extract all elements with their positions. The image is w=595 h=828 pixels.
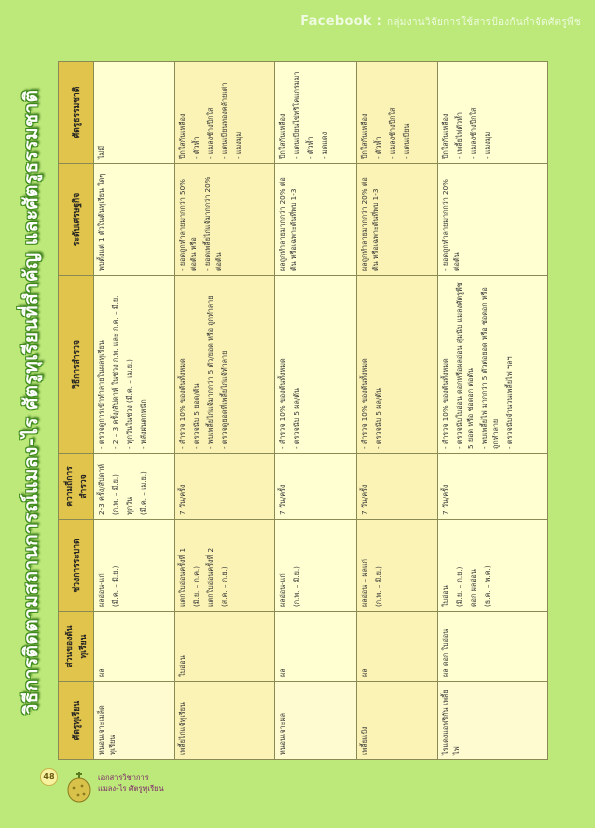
text-line: - แมลงช้างปีกใส <box>206 107 216 159</box>
text-line: ปีกใสก้นเหลือง <box>278 113 288 159</box>
cell-period <box>438 520 548 612</box>
text-line: ผลถูกทำลายมากกว่า 20% ต่อต้น หรือเฉพาะต้นที่พบ 1-3 <box>278 177 299 271</box>
cell-natural-enemies <box>94 62 175 164</box>
cell-economic-level <box>94 164 175 276</box>
cell-frequency <box>438 454 548 520</box>
text-line: - ตรวจนับจำนวนเพลี้ยไฟ ฯลฯ <box>505 356 515 449</box>
text-line: - แมงมุม <box>483 131 493 159</box>
text-line: 2-3 ครั้ง/สัปดาห์ <box>97 463 106 515</box>
text-line: - มดแดง <box>320 131 330 159</box>
text-line: ดอก ผลอ่อน <box>469 569 479 607</box>
cell-part: ใบอ่อน <box>175 612 275 682</box>
header-title: Facebook : <box>300 14 387 29</box>
cell-pest: เพลี้ยไก่แจ้ทุเรียน <box>175 682 275 760</box>
text-line: แตกใบอ่อนครั้งที่ 1 <box>178 547 188 607</box>
cell-frequency <box>94 454 175 520</box>
text-line: ปีกใสก้นเหลือง <box>441 113 451 159</box>
text-line: - หลังฝนตกหนัก <box>139 399 148 449</box>
header-part: ส่วนของต้นทุเรียน <box>59 612 94 682</box>
text-line: - ยอดถูกทำลายมากกว่า 20% ต่อต้น <box>441 178 462 271</box>
pest-monitoring-table <box>58 61 548 760</box>
cell-economic-level <box>438 164 548 276</box>
header-frequency: ความถี่การสำรวจ <box>59 454 94 520</box>
cell-method <box>94 276 175 454</box>
text-line: - แมงมุม <box>234 131 244 159</box>
text-line: (ธ.ค. – พ.ค.) <box>483 565 493 607</box>
header-natural-enemies: ศัตรูธรรมชาติ <box>59 62 94 164</box>
cell-period <box>94 520 175 612</box>
cell-pest: หนอนเจาะเมล็ดทุเรียน <box>94 682 175 760</box>
cell-part: ผล <box>356 612 437 682</box>
table-row <box>356 62 437 760</box>
text-line: - แมลงช้างปีกใส <box>387 107 397 159</box>
text-line: (ก.พ. – มี.ย.) <box>111 474 120 515</box>
page-header <box>300 14 581 30</box>
cell-method <box>175 276 275 454</box>
table-header-row <box>59 62 94 760</box>
table-row <box>275 62 356 760</box>
text-line: - ตัวห้ำ <box>373 136 383 159</box>
text-line: - แตนเบียนไข่ทริโคแกรมมา <box>292 71 302 159</box>
text-line: ผลอ่อน-แก่ <box>97 573 106 607</box>
text-line: แตกใบอ่อนครั้งที่ 2 <box>206 547 216 607</box>
text-line: - พบเพลี้ยไฟ มากกว่า 5 ตัวต่อยอด หรือ ช่อดอก หรือ ถูกทำลาย <box>480 287 501 449</box>
text-line: (มิ.ย. – ก.ค.) <box>192 565 202 607</box>
footer-line-1: เอกสารวิชาการ <box>98 773 149 782</box>
text-line: - ตรวจดูยอดที่เพลี้ยไก่แจ้ทำลาย <box>220 350 230 449</box>
cell-natural-enemies <box>438 62 548 164</box>
cell-method <box>275 276 356 454</box>
text-line: - แมลงช้างปีกใส <box>469 107 479 159</box>
text-line: - สำรวจ 10% ของต้นทั้งหมด <box>278 358 288 449</box>
durian-logo-icon <box>64 768 94 804</box>
text-line: (ส.ค. – ก.ย.) <box>220 566 230 607</box>
footer-line-2: แมลง-ไร ศัตรูทุเรียน <box>98 784 164 793</box>
cell-period <box>175 520 275 612</box>
text-line: - ตัวห้ำ <box>192 136 202 159</box>
cell-frequency <box>356 454 437 520</box>
text-line: ใบอ่อน <box>441 585 451 607</box>
cell-frequency <box>175 454 275 520</box>
cell-part: ผล <box>94 612 175 682</box>
text-line: ผลถูกทำลายมากกว่า 20% ต่อต้น หรือเฉพาะต้นที่พบ 1-3 <box>359 177 380 271</box>
text-line: - แตนเบียนทองคล้ายเต่า <box>220 82 230 159</box>
text-line: - สำรวจ 10% ของต้นทั้งหมด <box>359 358 369 449</box>
cell-natural-enemies <box>175 62 275 164</box>
cell-economic-level <box>175 164 275 276</box>
text-line: ผลอ่อน-แก่ <box>278 573 288 607</box>
cell-natural-enemies <box>275 62 356 164</box>
text-line: - ยอดถูกทำลายมากกว่า 50% ต่อต้น หรือ <box>178 178 199 271</box>
text-line: - พบเพลี้ยไก่แจ้มากกว่า 5 ตัว/ยอด หรือ ถูกทำลาย <box>206 295 216 449</box>
vertical-page-title <box>16 48 46 756</box>
table-row <box>438 62 548 760</box>
text-line: - ตรวจดูการเข้าทำลายในผลทุเรียน <box>97 340 106 449</box>
text-line: - สำรวจ 10% ของต้นทั้งหมด <box>178 358 188 449</box>
table-row <box>175 62 275 760</box>
text-line: - ตรวจนับ 5 ผล/ต้น <box>292 388 302 449</box>
text-line: - ตรวจนับใบอ่อน ดอกหรือผลอ่อน สุ่มนับ แมลงศัตรูพืช 5 ยอด หรือ ช่อดอก ต่อต้น <box>455 282 476 449</box>
table-row <box>94 62 175 760</box>
text-line: - ยอดเพลี้ยไก่แจ้มากกว่า 20% ต่อต้น <box>203 176 224 271</box>
footer-publication <box>98 772 164 794</box>
text-line: ผลอ่อน – ผลแก่ <box>359 559 369 607</box>
cell-part: ผล ดอก ใบอ่อน <box>438 612 548 682</box>
text-line: (ก.พ. – มิ.ย.) <box>373 566 383 607</box>
cell-method <box>438 276 548 454</box>
text-line: 7 วัน/ครั้ง <box>359 484 369 515</box>
rotated-table <box>58 62 548 760</box>
text-line: ปีกใสก้นเหลือง <box>178 113 188 159</box>
text-line: (มี.ค. – เม.ย.) <box>139 471 148 515</box>
text-line: - แตนเบียน <box>401 123 411 159</box>
pest-monitoring-table-container <box>58 62 548 760</box>
text-line: (ก.พ. – มิ.ย.) <box>292 566 302 607</box>
text-line: - ทุกวันในช่วง (มี.ค. – เม.ย.) <box>125 359 134 449</box>
text-line: (มี.ค. – มิ.ย.) <box>111 565 120 607</box>
text-line: - ตัวห้ำ <box>306 136 316 159</box>
cell-pest: หนอนเจาะผล <box>275 682 356 760</box>
cell-part: ผล <box>275 612 356 682</box>
text-line: พบตั้งแต่ 1 ตัวในต้นทุเรียน ใดๆ <box>97 173 106 271</box>
header-economic-level: ระดับเศรษฐกิจ <box>59 164 94 276</box>
header-period: ช่วงการระบาด <box>59 520 94 612</box>
text-line: ทุกวัน <box>125 496 134 515</box>
text-line: (มิ.ย. – ก.ย.) <box>455 566 465 607</box>
text-line: - ตรวจนับ 5 ยอด/ต้น <box>192 383 202 449</box>
header-subtitle: กลุ่มงานวิจัยการใช้สารป้องกันกำจัดศัตรูพืช <box>387 17 581 28</box>
text-line: ไม่มี <box>97 145 106 159</box>
text-line: 7 วัน/ครั้ง <box>178 484 188 515</box>
cell-period <box>356 520 437 612</box>
text-line: - สำรวจ 10% ของต้นทั้งหมด <box>441 358 451 449</box>
cell-economic-level <box>356 164 437 276</box>
text-line: ปีกใสก้นเหลือง <box>359 113 369 159</box>
text-line: - เพลี้ยไฟตัวห้ำ <box>455 112 465 159</box>
text-line: - 2 – 3 ครั้ง/สัปดาห์ ในช่วง ก.พ. และ ก.ค. – มี.ย. <box>111 295 120 449</box>
cell-frequency <box>275 454 356 520</box>
cell-period <box>275 520 356 612</box>
cell-method <box>356 276 437 454</box>
page-number: 48 <box>40 768 58 786</box>
cell-economic-level <box>275 164 356 276</box>
header-pest: ศัตรูทุเรียน <box>59 682 94 760</box>
text-line: 7 วัน/ครั้ง <box>441 484 451 515</box>
page-title: วิธีการติดตามสถานการณ์แมลง-ไร ศัตรูทุเรียนที่สำคัญ และศัตรูธรรมชาติ <box>20 89 42 715</box>
text-line: 7 วัน/ครั้ง <box>278 484 288 515</box>
cell-natural-enemies <box>356 62 437 164</box>
cell-pest: เพลี้ยแป้ง <box>356 682 437 760</box>
text-line: - ตรวจนับ 5 ผล/ต้น <box>373 388 383 449</box>
cell-pest: ไรแดงแอฟริกัน เพลี้ยไฟ <box>438 682 548 760</box>
header-method: วิธีการสำรวจ <box>59 276 94 454</box>
